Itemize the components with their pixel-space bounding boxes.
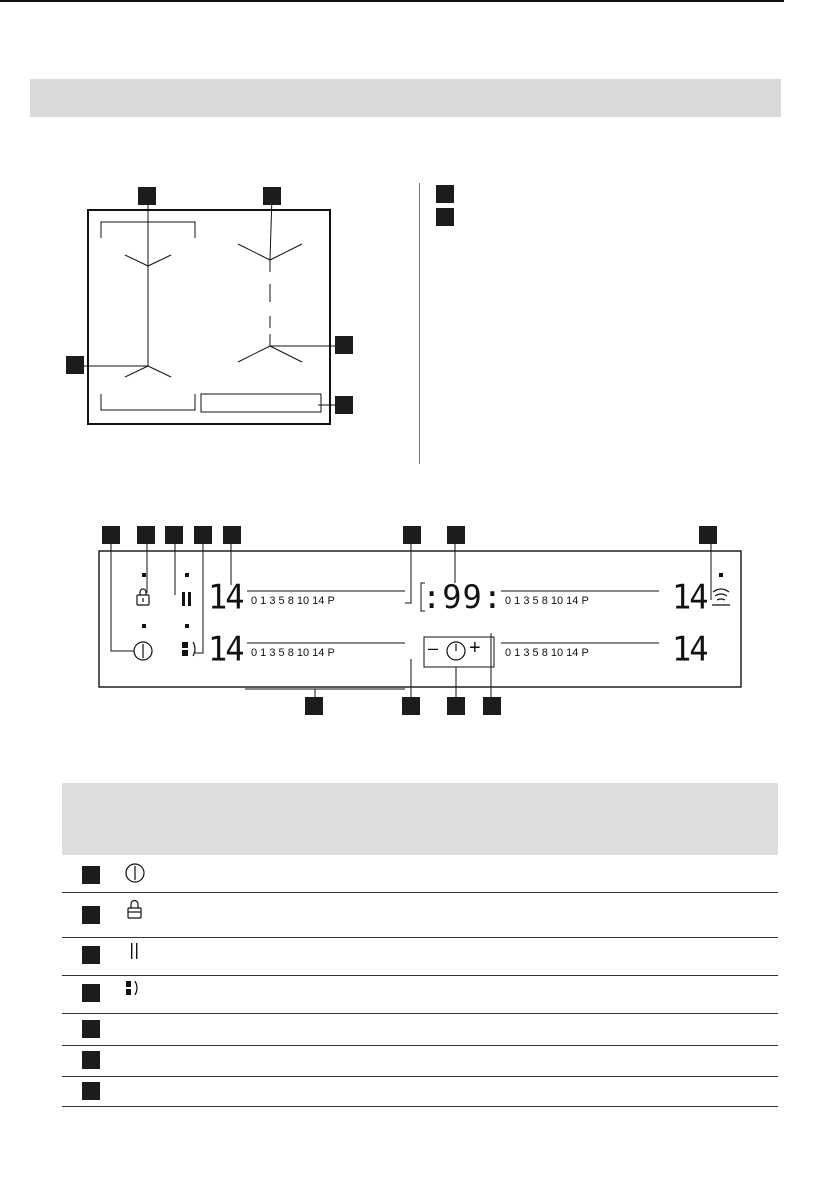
hob-outline bbox=[88, 210, 330, 424]
row-marker bbox=[82, 984, 100, 1002]
row-marker bbox=[82, 906, 100, 924]
right-rear-zone-symbol bbox=[238, 316, 302, 362]
power-icon bbox=[126, 864, 144, 882]
legend-marker bbox=[436, 208, 454, 226]
column-divider bbox=[419, 183, 420, 464]
power-scale[interactable]: 0 1 3 5 8 10 14 P bbox=[251, 647, 335, 659]
callout-marker bbox=[335, 336, 353, 354]
section-header-band bbox=[30, 79, 781, 117]
power-level-display: 14 bbox=[672, 577, 707, 617]
timer-icon bbox=[447, 642, 465, 660]
control-panel-outline bbox=[201, 394, 321, 412]
row-marker bbox=[82, 1051, 100, 1069]
power-scale[interactable]: 0 1 3 5 8 10 14 P bbox=[251, 595, 335, 607]
power-level-display: 14 bbox=[208, 629, 243, 669]
callout-marker bbox=[335, 396, 353, 414]
table-header bbox=[62, 783, 778, 855]
callout-marker bbox=[305, 697, 323, 715]
row-marker bbox=[82, 1020, 100, 1038]
plus-button[interactable]: + bbox=[469, 637, 481, 659]
table-row bbox=[62, 893, 778, 938]
bridge-icon bbox=[182, 642, 195, 656]
power-level-display: 14 bbox=[208, 577, 243, 617]
control-panel-diagram bbox=[95, 525, 745, 720]
power-scale[interactable]: 0 1 3 5 8 10 14 P bbox=[505, 647, 589, 659]
callout-marker bbox=[483, 697, 501, 715]
power-level-display: 14 bbox=[672, 629, 707, 669]
power-scale[interactable]: 0 1 3 5 8 10 14 P bbox=[505, 595, 589, 607]
callout-marker bbox=[403, 526, 421, 544]
legend-marker bbox=[436, 185, 454, 203]
callout-marker bbox=[223, 526, 241, 544]
table-row bbox=[62, 1077, 778, 1107]
callout-marker bbox=[263, 187, 281, 205]
callout-marker bbox=[402, 697, 420, 715]
callout-marker bbox=[66, 356, 84, 374]
table-row bbox=[62, 1014, 778, 1046]
table-row bbox=[62, 855, 778, 893]
bridge-icon bbox=[126, 981, 137, 995]
row-marker bbox=[82, 1082, 100, 1100]
control-panel-frame bbox=[99, 551, 741, 687]
table-row bbox=[62, 976, 778, 1014]
row-icons bbox=[122, 860, 152, 1000]
callout-marker bbox=[165, 526, 183, 544]
minus-button[interactable]: – bbox=[428, 638, 439, 658]
lock-icon bbox=[128, 901, 141, 919]
row-marker bbox=[82, 946, 100, 964]
callout-marker bbox=[447, 697, 465, 715]
table-row bbox=[62, 938, 778, 976]
callout-marker bbox=[102, 526, 120, 544]
callout-marker bbox=[699, 526, 717, 544]
row-marker bbox=[82, 866, 100, 884]
callout-marker bbox=[138, 187, 156, 205]
hob2hood-icon bbox=[712, 589, 730, 605]
timer-display: :99: bbox=[422, 578, 504, 616]
callout-marker bbox=[194, 526, 212, 544]
pause-icon bbox=[131, 943, 137, 959]
callout-marker bbox=[447, 526, 465, 544]
pause-icon bbox=[182, 592, 191, 606]
table-row bbox=[62, 1046, 778, 1077]
power-icon bbox=[134, 642, 152, 660]
zone-bracket-bottom bbox=[101, 394, 195, 410]
callout-marker bbox=[137, 526, 155, 544]
top-rule bbox=[0, 0, 784, 2]
cooking-surface-diagram bbox=[60, 180, 360, 440]
